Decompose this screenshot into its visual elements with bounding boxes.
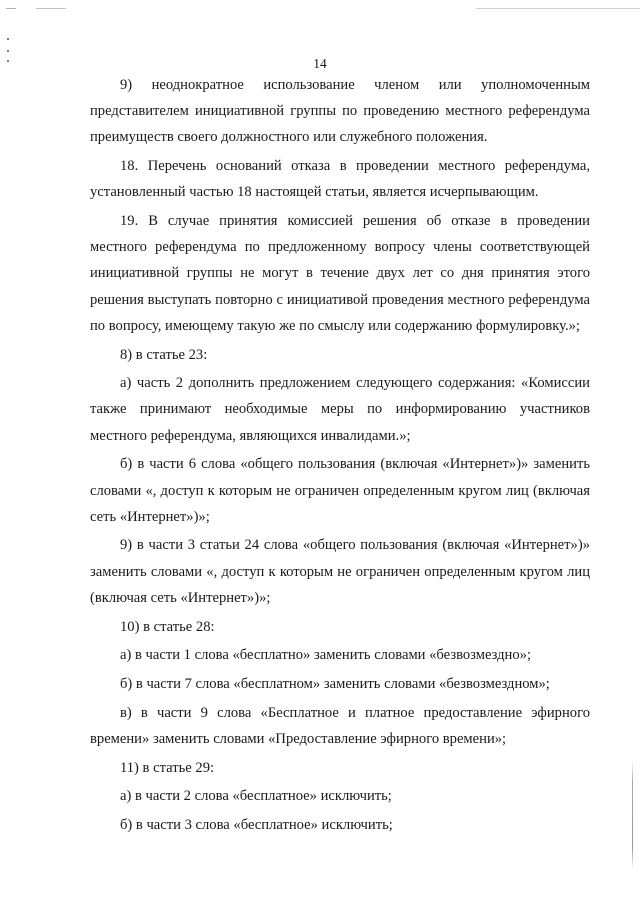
paragraph-29-a: а) в части 2 слова «бесплатное» исключить;: [120, 788, 392, 805]
scan-artifact-right-edge: [632, 760, 633, 870]
paragraph-28-a: а) в части 1 слова «бесплатно» заменить словами «безвозмездно»;: [120, 647, 532, 664]
paragraph-item-9-article-24: 9) в части 3 статьи 24 слова «общего пользования (включая «Интернет»)» заменить словами «, доступ к которым не ограничен определенным кругом лиц (включая сеть «Интернет»)»;: [90, 537, 590, 606]
paragraph-item-11-article-29: 11) в статье 29:: [120, 759, 215, 776]
paragraph-23-b: б) в части 6 слова «общего пользования (включая «Интернет»)» заменить словами «, доступ к которым не ограничен определенным кругом лиц (включая сеть «Интернет»)»;: [90, 456, 590, 525]
paragraph-29-b: б) в части 3 слова «бесплатное» исключить;: [120, 816, 393, 833]
paragraph-23-a: а) часть 2 дополнить предложением следующего содержания: «Комиссии также принимают необходимые меры по информированию участников местного референдума, являющихся инвалидами.»;: [90, 375, 590, 444]
scan-artifact-top-line: [6, 8, 640, 9]
paragraph-item-9-abuse-of-position: 9) неоднократное использование членом или уполномоченным представителем инициативной группы по проведению местного референдума преимуществ своего должностного или служебного положения.: [90, 77, 590, 146]
paragraph-28-c: в) в части 9 слова «Бесплатное и платное предоставление эфирного времени» заменить словами «Предоставление эфирного времени»;: [90, 704, 590, 747]
paragraph-item-10-article-28: 10) в статье 28:: [120, 618, 215, 635]
page-number: 14: [313, 56, 327, 71]
paragraph-part-18: 18. Перечень оснований отказа в проведении местного референдума, установленный частью 18 настоящей статьи, является исчерпывающим.: [90, 158, 590, 201]
document-body: [90, 72, 590, 841]
paragraph-part-19: 19. В случае принятия комиссией решения об отказе в проведении местного референдума по предложенному вопросу члены соответствующей инициативной группы не могут в течение двух лет со дня принятия этого решения выступать повторно с инициативой проведения местного референдума по вопросу, имеющему такую же по смыслу или содержанию формулировку.»;: [90, 213, 590, 334]
paragraph-item-8-article-23: 8) в статье 23:: [120, 346, 208, 363]
paragraph-28-b: б) в части 7 слова «бесплатном» заменить словами «безвозмездном»;: [120, 675, 550, 692]
